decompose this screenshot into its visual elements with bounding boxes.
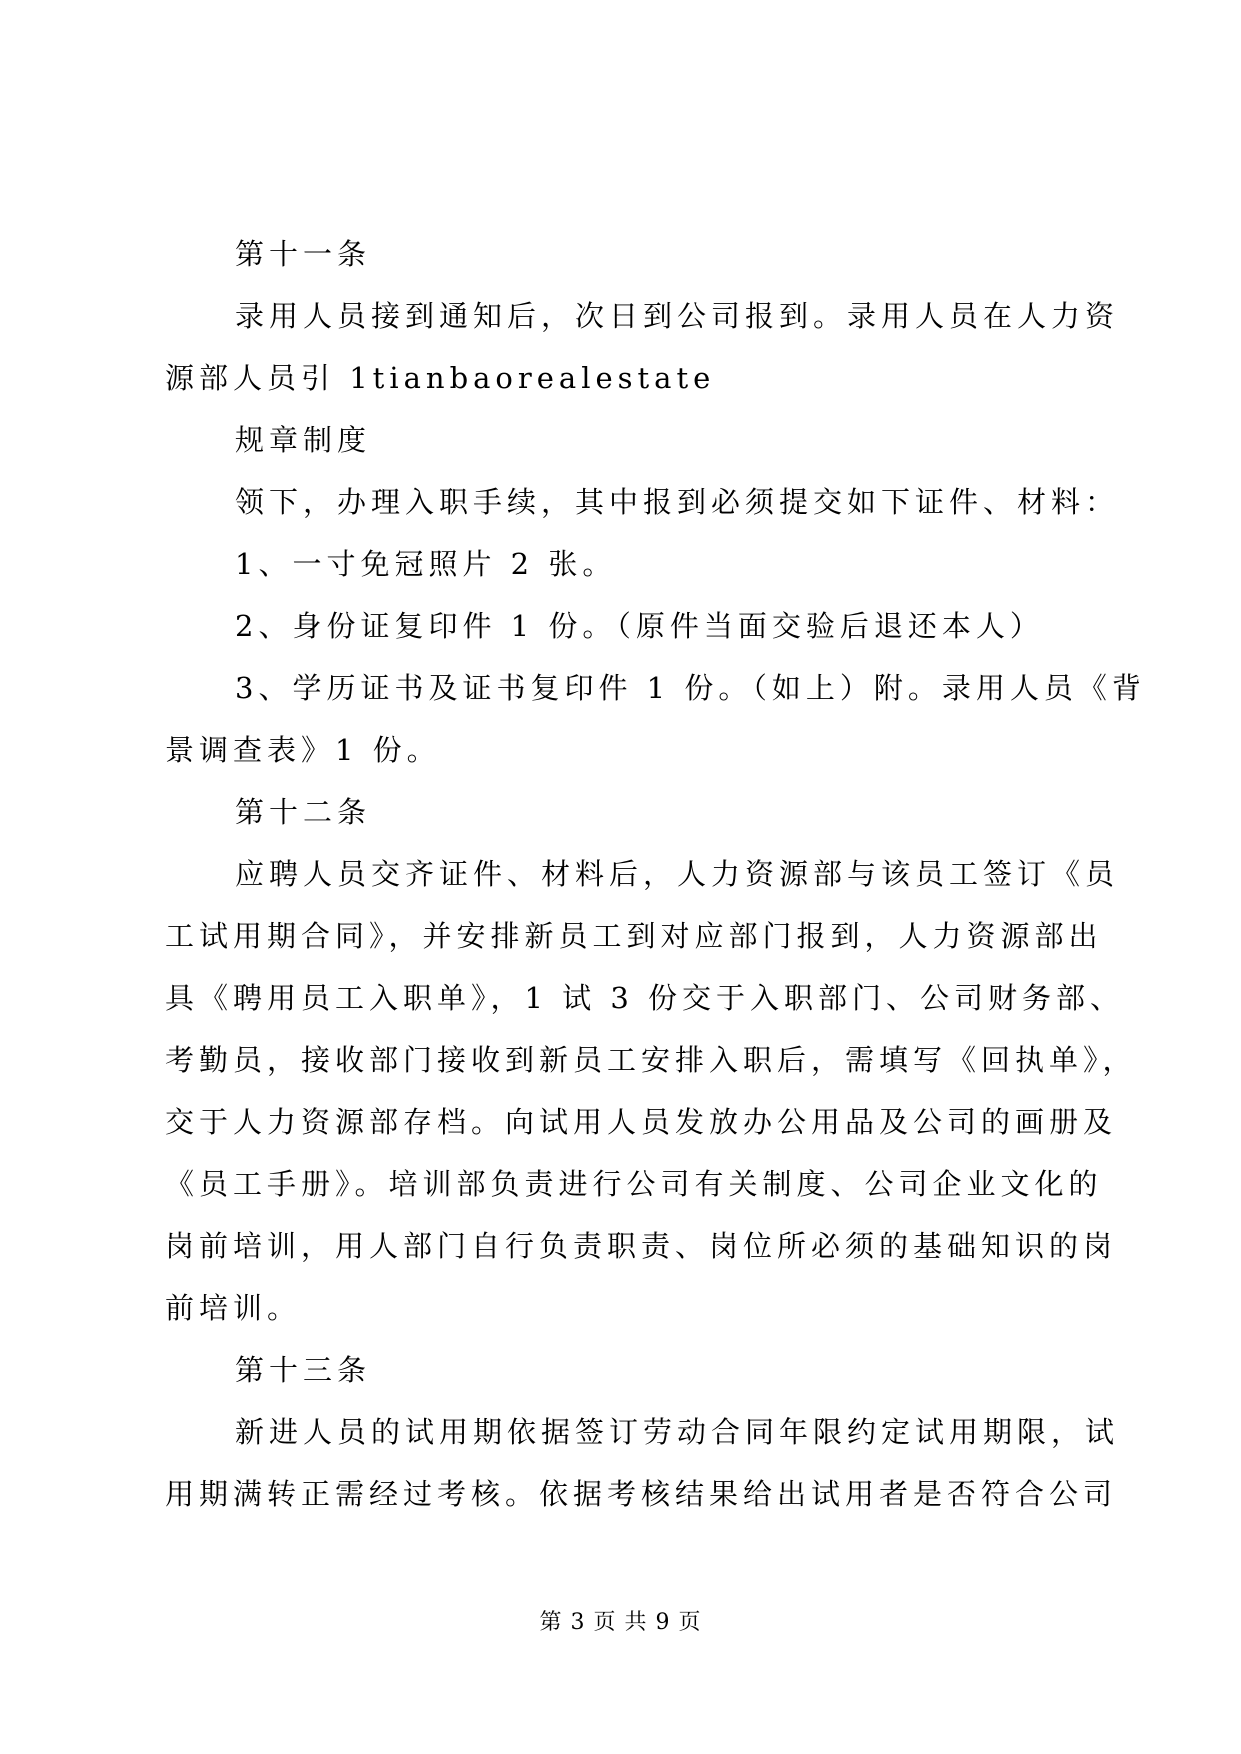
list-item: 3、学历证书及证书复印件 1 份。（如上）附。录用人员《背	[235, 671, 1146, 705]
paragraph-line: 新进人员的试用期依据签订劳动合同年限约定试用期限，试	[235, 1415, 1120, 1449]
paragraph-line: 领下，办理入职手续，其中报到必须提交如下证件、材料：	[235, 485, 1120, 519]
paragraph-line: 应聘人员交齐证件、材料后，人力资源部与该员工签订《员	[235, 857, 1120, 891]
article-heading-13: 第十三条	[235, 1353, 372, 1387]
list-item: 1、一寸免冠照片 2 张。	[235, 547, 617, 581]
paragraph-line: 工试用期合同》，并安排新员工到对应部门报到，人力资源部出	[165, 919, 1103, 953]
paragraph-line: 《员工手册》。培训部负责进行公司有关制度、公司企业文化的	[165, 1167, 1103, 1201]
paragraph-line: 用期满转正需经过考核。依据考核结果给出试用者是否符合公司	[165, 1477, 1118, 1511]
paragraph-line: 前培训。	[165, 1291, 302, 1325]
paragraph-line: 岗前培训，用人部门自行负责职责、岗位所必须的基础知识的岗	[165, 1229, 1118, 1263]
document-body	[165, 223, 1146, 1525]
list-item: 2、身份证复印件 1 份。（原件当面交验后退还本人）	[235, 609, 1044, 643]
paragraph-line: 交于人力资源部存档。向试用人员发放办公用品及公司的画册及	[165, 1105, 1118, 1139]
paragraph-line: 具《聘用员工入职单》，1 试 3 份交于入职部门、公司财务部、	[165, 981, 1125, 1015]
article-heading-11: 第十一条	[235, 237, 372, 271]
paragraph-line: 源部人员引 1tianbaorealestate	[165, 361, 716, 395]
list-item-continuation: 景调查表》1 份。	[165, 733, 441, 767]
article-heading-12: 第十二条	[235, 795, 372, 829]
paragraph-line: 考勤员，接收部门接收到新员工安排入职后，需填写《回执单》，	[165, 1043, 1137, 1077]
page-number-footer: 第 3 页 共 9 页	[539, 1610, 702, 1635]
section-label: 规章制度	[235, 423, 372, 457]
paragraph-line: 录用人员接到通知后，次日到公司报到。录用人员在人力资	[235, 299, 1120, 333]
